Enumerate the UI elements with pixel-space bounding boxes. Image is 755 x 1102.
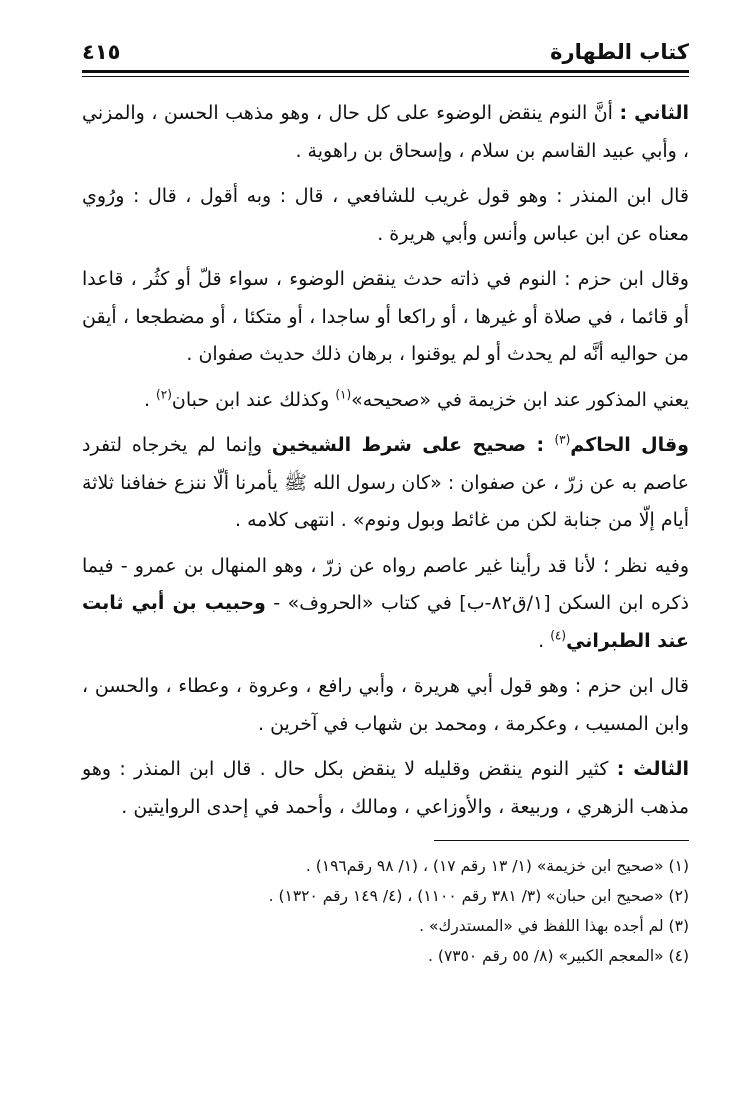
section-lead: وقال الحاكم [570,434,689,456]
paragraph [82,751,689,826]
paragraph [82,261,689,374]
paragraph [82,427,689,540]
bold-phrase: وحبيب بن أبي ثابت عند الطبراني [82,592,689,652]
section-lead: الثالث : [616,758,690,780]
paragraph [82,178,689,253]
paragraph-text: قال ابن حزم : وهو قول أبي هريرة ، وأبي رافع ، وعروة ، وعطاء ، والحسن ، وابن المسيب ، وعكرمة ، ومحمد بن شهاب في آخرين . [82,675,689,735]
section-lead-rest: : صحيح على شرط الشيخين [271,434,555,456]
footnote-marker: (٢) [156,387,172,402]
paragraph-text: وكذلك عند ابن حبان [171,388,336,411]
paragraph-text: وإنما لم يخرجاه لتفرد عاصم به عن زرّ ، عن صفوان : «كان رسول الله ﷺ يأمرنا ألّا ننزع خفافنا ثلاثة أيام إلّا من جنابة لكن من غائط وبول ونوم» . انتهى كلامه . [82,434,689,531]
page-number: ٤١٥ [82,40,121,64]
footnotes [82,851,689,971]
paragraph-text: . [538,629,551,652]
footnote-marker: (٤) [550,628,567,643]
paragraph-text: وقال ابن حزم : النوم في ذاته حدث ينقض الوضوء ، سواء قلّ أو كثُر ، قاعدا أو قائما ، في صلاة أو غيرها ، أو راكعا أو ساجدا ، أو متكئا ، أو مضطجعا ، أيقن من حواليه أنَّه لم يحدث أو لم يوقنوا ، برهان ذلك حديث صفوان . [82,268,689,365]
book-title: كتاب الطهارة [550,40,689,64]
paragraph [82,95,689,170]
footnote: (٣) لم أجده بهذا اللفظ في «المستدرك» . [419,917,689,935]
paragraph [82,668,689,743]
paragraph-text: قال ابن المنذر : وهو قول غريب للشافعي ، قال : وبه أقول ، قال : ورُوي معناه عن ابن عباس وأنس وأبي هريرة . [82,185,689,245]
section-lead: الثاني : [619,102,689,124]
header-rule-thin [82,76,689,77]
running-header [82,30,689,64]
paragraph-text: يعني المذكور عند ابن خزيمة في «صحيحه» [351,388,689,411]
paragraph [82,548,689,661]
paragraph-text: كثير النوم ينقض وقليله لا ينقض بكل حال . قال ابن المنذر : وهو مذهب الزهري ، وربيعة ، والأوزاعي ، ومالك ، وأحمد في إحدى الروايتين . [82,758,689,818]
paragraph-text: وفيه نظر ؛ لأنا قد رأينا غير عاصم رواه عن زرّ ، وهو المنهال بن عمرو - فيما ذكره ابن السكن [١/ق٨٢-ب] في كتاب «الحروف» - [82,554,689,614]
paragraph [82,382,689,420]
paragraph-text: أنَّ النوم ينقض الوضوء على كل حال ، وهو مذهب الحسن ، والمزني ، وأبي عبيد القاسم بن سلام ، وإسحاق بن راهوية . [82,102,689,162]
paragraph-text: . [143,388,157,411]
footnote: (٢) «صحيح ابن حبان» (٣/ ٣٨١ رقم ١١٠٠) ، (٤/ ١٤٩ رقم ١٣٢٠) . [268,887,689,905]
main-text [82,95,689,826]
footnote-marker: (٣) [554,432,571,447]
footnote-separator [434,840,689,851]
header-rule-thick [82,70,689,73]
footnote: (١) «صحيح ابن خزيمة» (١/ ١٣ رقم ١٧) ، (١/ ٩٨ رقم١٩٦) . [305,857,689,875]
footnote: (٤) «المعجم الكبير» (٨/ ٥٥ رقم ٧٣٥٠) . [428,947,689,965]
footnote-marker: (١) [335,387,352,402]
